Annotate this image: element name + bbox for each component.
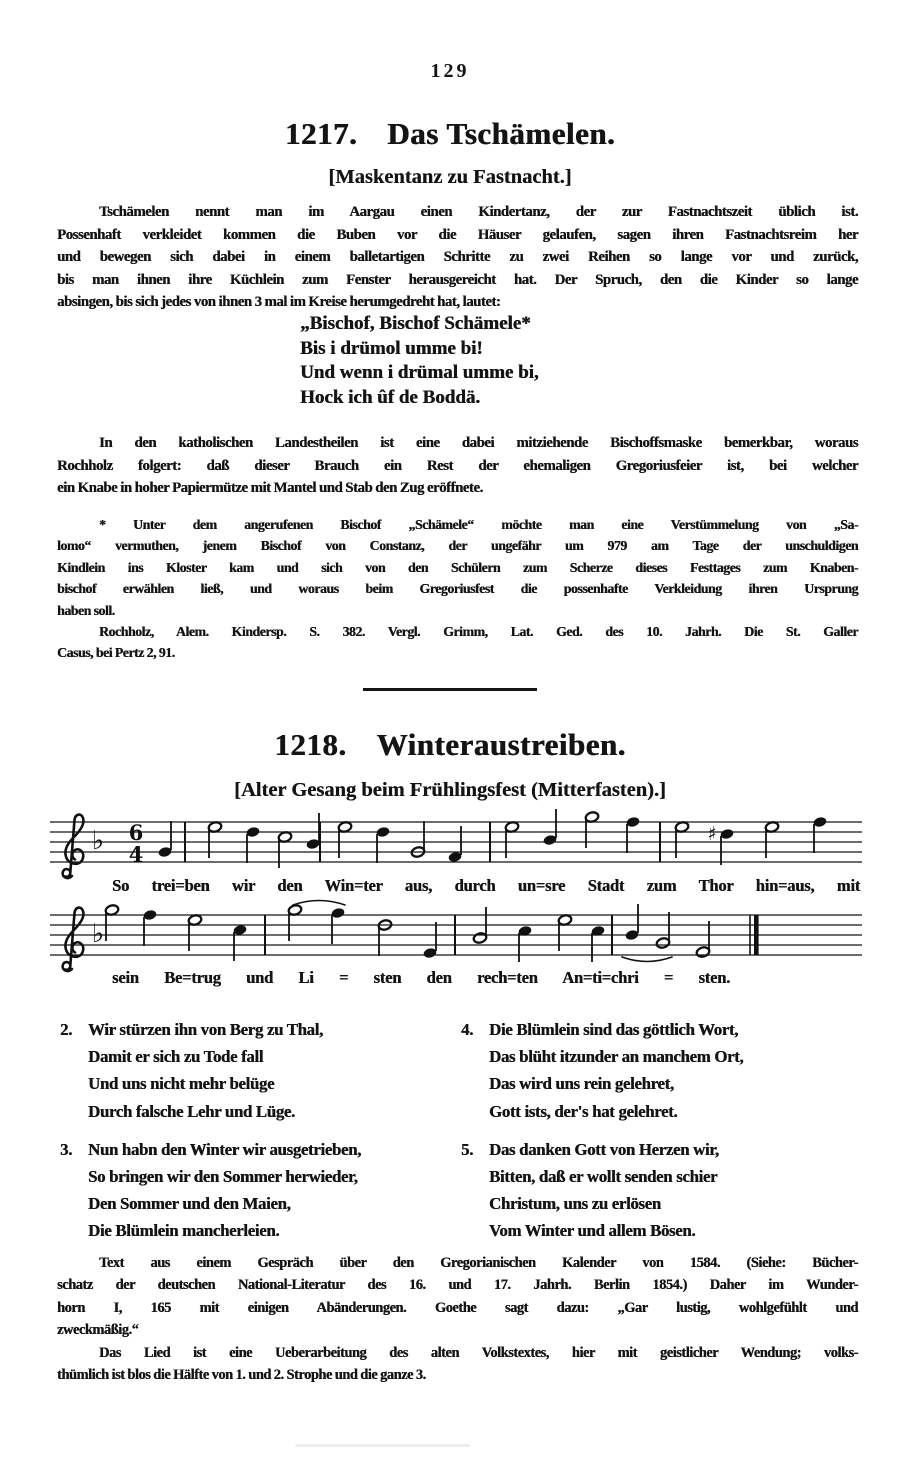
verse-line: Und uns nicht mehr belüge	[88, 1074, 275, 1094]
verse-line: Bitten, daß er wollt senden schier	[489, 1167, 718, 1187]
verse-line: Das blüht itzunder an manchem Ort,	[489, 1047, 744, 1067]
song-verse	[461, 1136, 862, 1245]
verses-left-column	[60, 1016, 461, 1256]
text-line: und bewegen sich dabei in einem balletartigen Schritte zu zwei Reihen so lange vor und zurück,	[57, 249, 858, 266]
text-line: schatz der deutschen National-Literatur des 16. und 17. Jahrh. Berlin 1854.) Daher im Wunder-	[57, 1277, 858, 1294]
song-verse	[60, 1016, 461, 1125]
verse-lines	[88, 1136, 461, 1245]
song-1217-subtitle: [Maskentanz zu Fastnacht.]	[328, 166, 572, 188]
song-1217-reference	[57, 622, 858, 663]
chant-line: Und wenn i drümal umme bi,	[300, 362, 539, 384]
verse-line: Nun habn den Winter wir ausgetrieben,	[88, 1139, 361, 1159]
text-line: Rochholz, Alem. Kindersp. S. 382. Vergl. Grimm, Lat. Ged. des 10. Jahrh. Die St. Galler	[99, 624, 858, 639]
text-line: haben soll.	[57, 602, 115, 618]
text-line: Possenhaft verkleidet kommen die Buben vor die Häuser gelaufen, sagen ihren Fastnachtsreim her	[57, 226, 858, 243]
song-1217-number: 1217.	[284, 116, 358, 151]
chant-line: Bis i drümol umme bi!	[300, 337, 483, 359]
section-divider-rule	[363, 688, 537, 691]
text-line: Das Lied ist eine Ueberarbeitung des alten Volkstextes, hier mit geistlicher Wendung; volks-	[99, 1344, 858, 1361]
verse-line: Die Blümlein mancherleien.	[88, 1221, 280, 1241]
text-line: ein Knabe in hoher Papiermütze mit Mantel und Stab den Zug eröffnete.	[57, 480, 483, 497]
svg-text:4: 4	[128, 842, 144, 867]
text-line: absingen, bis sich jedes von ihnen 3 mal im Kreise herumgedreht hat, lautet:	[57, 294, 501, 311]
verse-line: Durch falsche Lehr und Lüge.	[88, 1101, 295, 1121]
text-line: thümlich ist blos die Hälfte von 1. und 2. Strophe und die ganze 3.	[57, 1367, 426, 1384]
text-line: Casus, bei Pertz 2, 91.	[57, 644, 175, 660]
text-line: zweckmäßig.“	[57, 1322, 139, 1339]
text-line: Tschämelen nennt man im Aargau einen Kindertanz, der zur Fastnachtszeit üblich ist.	[99, 204, 858, 220]
song-verse	[461, 1016, 862, 1125]
verse-number: 2.	[60, 1020, 72, 1039]
song-1217-paragraph	[57, 432, 858, 500]
song-1218-number: 1218.	[274, 727, 347, 762]
page-number: 129	[430, 60, 470, 82]
text-line: bis man ihnen ihre Küchlein zum Fenster herausgereicht hat. Der Spruch, den die Kinder so lange	[57, 271, 858, 288]
scan-artifact-mark	[295, 1444, 470, 1447]
verse-line: Wir stürzen ihn von Berg zu Thal,	[88, 1020, 323, 1039]
chant-line: Hock ich ûf de Boddä.	[300, 386, 481, 408]
svg-text:♯: ♯	[707, 823, 717, 845]
song-1218-commentary	[57, 1252, 858, 1386]
song-1218-heading	[0, 727, 900, 763]
verse-line: Das wird uns rein gelehret,	[489, 1074, 674, 1094]
text-line: Kindlein ins Kloster kam und sich von den Schülern zum Scherze dieses Festtages zum Knaben-	[57, 559, 858, 575]
text-line: In den katholischen Landestheilen ist eine dabei mitziehende Bischoffsmaske bemerkbar, woraus	[99, 435, 858, 451]
svg-text:♭: ♭	[91, 826, 105, 856]
verse-lines	[88, 1016, 461, 1125]
verse-line: So bringen wir den Sommer herwieder,	[88, 1167, 358, 1187]
verse-line: Vom Winter und allem Bösen.	[489, 1221, 696, 1241]
text-line: bischof erwählen ließ, und woraus beim Gregoriusfest die possenhafte Verkleidung ihren Ursprung	[57, 581, 858, 597]
song-1218-title: Winteraustreiben.	[376, 727, 626, 762]
text-line: * Unter dem angerufenen Bischof „Schämele“ möchte man eine Verstümmelung von „Sa-	[99, 517, 858, 532]
verse-line: Die Blümlein sind das göttlich Wort,	[489, 1020, 739, 1039]
verse-line: Den Sommer und den Maien,	[88, 1194, 291, 1214]
verse-lines	[489, 1136, 862, 1245]
chant-line: „Bischof, Bischof Schämele*	[300, 313, 531, 334]
song-1217-intro-paragraph	[57, 201, 858, 314]
music-staff-line-2	[50, 899, 862, 977]
text-line: horn I, 165 mit einigen Abänderungen. Goethe sagt dazu: „Gar lustig, wohlgefühlt und	[57, 1299, 858, 1316]
verse-line: Christum, uns zu erlösen	[489, 1194, 661, 1214]
text-line: Text aus einem Gespräch über den Gregorianischen Kalender von 1584. (Siehe: Bücher-	[99, 1255, 858, 1271]
song-1217-heading	[0, 116, 900, 152]
verse-line: Gott ists, der's hat gelehret.	[489, 1101, 678, 1121]
svg-text:♭: ♭	[91, 919, 105, 949]
verse-line: Das danken Gott von Herzen wir,	[489, 1139, 719, 1159]
music-staff-line-1	[50, 806, 862, 884]
lyrics-line-1: So trei=ben wir den Win=ter aus, durch un=sre Stadt zum Thor hin=aus, mit	[112, 876, 860, 895]
song-verses	[60, 1016, 862, 1256]
verses-right-column	[461, 1016, 862, 1256]
song-1217-title: Das Tschämelen.	[387, 116, 616, 151]
verse-number: 3.	[60, 1139, 72, 1159]
verse-lines	[489, 1016, 862, 1125]
lyrics-line-2: sein Be=trug und Li = sten den rech=ten An=ti=chri = sten.	[112, 968, 730, 987]
verse-number: 5.	[461, 1139, 473, 1159]
song-verse	[60, 1136, 461, 1245]
verse-number: 4.	[461, 1020, 473, 1039]
text-line: Rochholz folgert: daß dieser Brauch ein Rest der ehemaligen Gregoriusfeier ist, bei welcher	[57, 457, 858, 474]
text-line: lomo“ vermuthen, jenem Bischof von Constanz, der ungefähr um 979 am Tage der unschuldigen	[57, 538, 858, 554]
song-1218-subtitle: [Alter Gesang beim Frühlingsfest (Mitterfasten).]	[234, 779, 666, 801]
song-1217-chant-verse	[300, 312, 539, 410]
svg-text:6: 6	[128, 820, 144, 845]
verse-line: Damit er sich zu Tode fall	[88, 1047, 264, 1067]
song-1217-footnote	[57, 514, 858, 621]
